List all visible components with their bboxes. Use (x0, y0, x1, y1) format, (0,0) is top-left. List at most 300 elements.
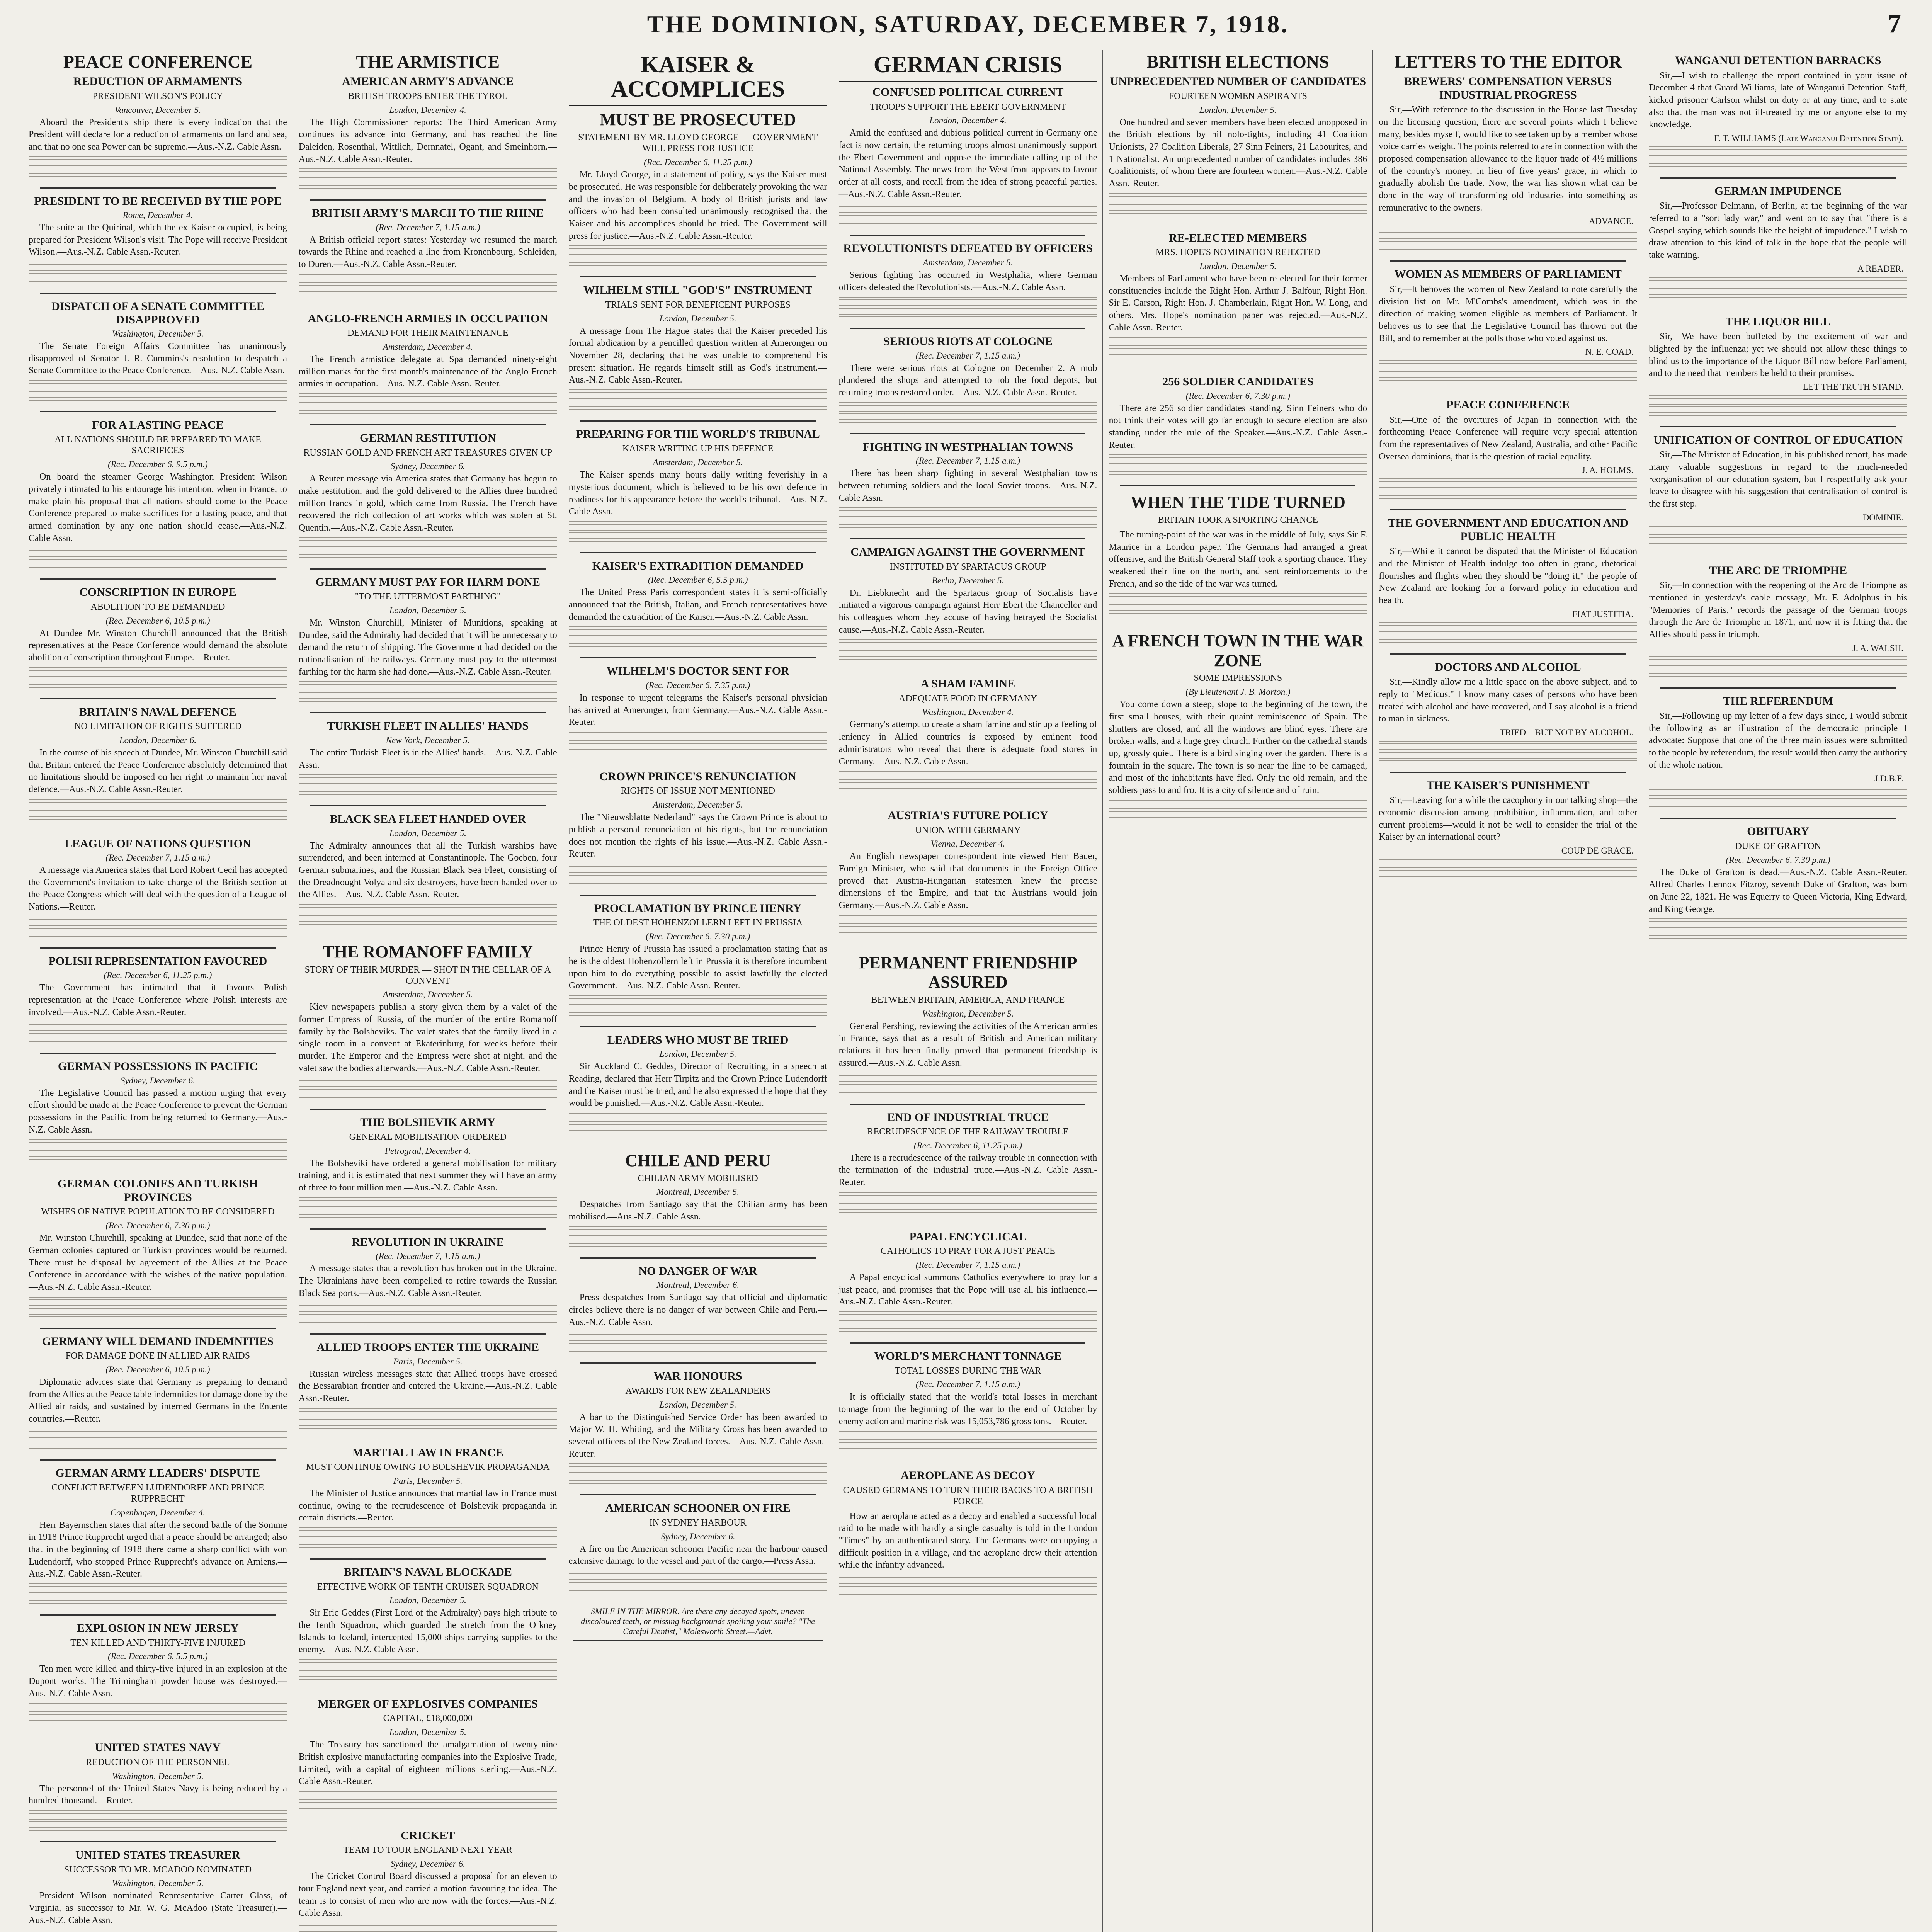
article (1379, 260, 1637, 383)
column-heading: GERMAN CRISIS (839, 53, 1097, 82)
article-divider (1660, 818, 1896, 819)
article-subheadline: IN SYDNEY HARBOUR (649, 1517, 747, 1528)
text-lines (299, 1527, 557, 1533)
article-body: How an aeroplane acted as a decoy and enabled a successful local raid to be made with hardly a single casualty is told in the London "Times" by an authenticated story. The Germans were occupying a difficult position in a village, and the aeroplane drew their attention while the infantry advanced. (838, 1511, 1097, 1570)
article (299, 1109, 557, 1219)
text-lines (569, 1004, 827, 1009)
article-divider (1120, 224, 1355, 225)
article-body: Sir,—With reference to the discussion in the House last Tuesday on the licensing question, there are several points which I believe many, besides myself, would like to see taken up by a member whose voice carries weight. The points referred to are in connection with the proposed compensation allowance to the liquor trade of 4½ millions of the country's money, in lieu of five years' grace, in which to gradually abolish the trade. Now, the war has shown what can be done in the way of transforming old industries into something as remunerative to the owners. (1379, 105, 1638, 213)
article-headline: GERMANY MUST PAY FOR HARM DONE (315, 575, 540, 588)
article (569, 276, 827, 412)
article (29, 830, 287, 939)
article-headline: REDUCTION OF ARMAMENTS (73, 75, 243, 88)
text-lines (839, 516, 1097, 521)
article-divider (1120, 624, 1355, 625)
text-lines (29, 556, 287, 561)
text-lines (299, 1311, 557, 1316)
article-subheadline: RECRUDESCENCE OF THE RAILWAY TROUBLE (867, 1127, 1069, 1137)
article (569, 1026, 827, 1135)
text-lines (29, 1592, 287, 1597)
article-body: Mr. Winston Churchill, speaking at Dundee, said that none of the German colonies captured or Turkish provinces would be returned. There must be disposal by agreement of the Allies at the Peace Conference in accordance with the wishes of the native population.—Aus.-N.Z. Cable Assn.-Reuter. (29, 1233, 287, 1292)
text-lines (1109, 345, 1367, 351)
column-heading: LETTERS TO THE EDITOR (1394, 52, 1622, 71)
article-body: You come down a steep, slope to the beginning of the town, the first small houses, with their quaint reminiscence of Spain. The shutters are closed, and all the windows are blind eyes. There are broken walls, and a huge grey church. Further on the cathedral stands up, grossly quiet. There is a bird singing over the garden. There is a fountain in the square. The town is so near the line to be damaged, and most of the inhabitants have fled. Only the old remain, and the soldiers pass to and fro. It is a city of silence and of ruin. (1109, 699, 1367, 795)
article-divider (850, 1342, 1086, 1344)
article-body: The High Commissioner reports: The Third American Army continues its advance into Germany, and has reached the line Daleiden, Rosenthal, Wittlich, Dernnatel, Ogant, and Smeinhorn.—Aus.-N.Z. Cable Assn.-Reuter. (298, 117, 557, 164)
article (839, 538, 1097, 662)
text-lines (1649, 795, 1907, 801)
text-lines (1109, 800, 1367, 805)
article-body: Mr. Lloyd George, in a statement of policy, says the Kaiser must be prosecuted. He was responsible for deliberately provoking the war and the invasion of Belgium. A body of British jurists and law officers who had been consulted unanimously recognised that the Kaiser and his accomplices should be tried. The Government will press for justice.—Aus.-N.Z. Cable Assn.-Reuter. (568, 170, 827, 241)
article-dateline: Montreal, December 5. (656, 1187, 740, 1197)
article-dateline: Amsterdam, December 5. (653, 800, 743, 810)
article-headline: MARTIAL LAW IN FRANCE (352, 1446, 503, 1459)
text-lines (299, 185, 557, 191)
article-divider (310, 305, 546, 306)
text-lines (299, 698, 557, 704)
text-lines (1109, 610, 1367, 616)
text-lines (1649, 286, 1907, 291)
article-body: Mr. Winston Churchill, Minister of Munitions, speaking at Dundee, said the Admiralty had decided that it will be unnecessary to demand the return of shipping. The Government had decided on the nationalisation of the railways. Germany must pay to the uttermost farthing for the harm she had done.—Aus.-N.Z. Cable Assn.-Reuter. (298, 618, 557, 677)
article-body: There were serious riots at Cologne on December 2. A mob plundered the shops and attempted to rob the food depots, but returning troops restored order.—Aus.-N.Z. Cable Assn.-Reuter. (838, 363, 1097, 398)
article-dateline: Sydney, December 6. (120, 1075, 195, 1085)
text-lines (29, 816, 287, 821)
article (299, 75, 557, 191)
article-dateline: Paris, December 5. (393, 1356, 463, 1366)
letter-signature: J. A. HOLMS. (1582, 465, 1634, 475)
text-lines (569, 389, 827, 395)
article-headline: CONFUSED POLITICAL CURRENT (872, 86, 1064, 99)
article-divider (40, 1328, 276, 1329)
letter-signature: DOMINIE. (1862, 512, 1904, 522)
article-divider (1390, 772, 1626, 773)
article-headline: FOR A LASTING PEACE (92, 418, 224, 432)
article-headline: MUST BE PROSECUTED (600, 110, 796, 129)
text-lines (29, 397, 287, 403)
article-divider (580, 1494, 816, 1495)
text-lines (1379, 622, 1637, 628)
article-body: Germany's attempt to create a sham famine and stir up a feeling of leniency in Allied countries is exposed by eminent food administrators who reveal that there is adequate food stores in Germany.—Aus.-N.Z. Cable Assn. (838, 719, 1097, 767)
article-subheadline: NO LIMITATION OF RIGHTS SUFFERED (74, 721, 242, 732)
text-lines (569, 245, 827, 251)
article-headline: GERMAN RESTITUTION (360, 432, 496, 445)
article-subheadline: FOR DAMAGE DONE IN ALLIED AIR RAIDS (65, 1351, 250, 1361)
article-headline: PEACE CONFERENCE (1446, 398, 1570, 412)
text-lines (569, 626, 827, 632)
article-divider (1120, 368, 1355, 369)
article-subheadline: STORY OF THEIR MURDER — SHOT IN THE CELLAR OF A CONVENT (304, 964, 551, 986)
article-headline: TURKISH FLEET IN ALLIES' HANDS (327, 719, 529, 733)
text-lines (299, 1095, 557, 1100)
article-subheadline: SOME IMPRESSIONS (1194, 673, 1282, 684)
article-subheadline: FOURTEEN WOMEN ASPIRANTS (1168, 91, 1307, 101)
article-dateline: (Rec. December 6, 11.25 p.m.) (914, 1140, 1022, 1150)
article-dateline: London, December 6. (119, 735, 197, 745)
article-headline: CHILE AND PERU (625, 1151, 771, 1170)
text-lines (839, 507, 1097, 513)
article-dateline: (Rec. December 6, 7.35 p.m.) (646, 680, 750, 690)
text-lines (299, 1923, 557, 1928)
article-body: There is a recrudescence of the railway trouble in connection with the termination of the industrial truce.—Aus.-N.Z. Cable Assn.-Reuter. (838, 1153, 1097, 1188)
text-lines (839, 1592, 1097, 1597)
article (29, 411, 287, 570)
article-subheadline: SUCCESSOR TO MR. MCADOO NOMINATED (64, 1864, 252, 1875)
text-lines (839, 915, 1097, 920)
text-lines (569, 254, 827, 259)
text-lines (29, 1930, 287, 1932)
text-lines (839, 221, 1097, 226)
text-lines (29, 389, 287, 394)
article-divider (310, 1109, 546, 1110)
article-divider (580, 895, 816, 896)
article-divider (1390, 653, 1626, 655)
article-headline: THE ROMANOFF FAMILY (323, 942, 533, 962)
text-lines (1109, 593, 1367, 599)
text-lines (1379, 369, 1637, 374)
article-divider (850, 1104, 1086, 1105)
text-lines (29, 1819, 287, 1824)
article-body: Despatches from Santiago say that the Chilian army has been mobilised.—Aus.-N.Z. Cable Assn. (568, 1199, 827, 1222)
article (1379, 772, 1637, 881)
article (29, 1734, 287, 1833)
article-headline: PROCLAMATION BY PRINCE HENRY (594, 901, 802, 915)
text-lines (569, 643, 827, 649)
text-lines (569, 1235, 827, 1240)
article-subheadline: BRITISH TROOPS ENTER THE TYROL (348, 91, 508, 101)
text-lines (29, 1446, 287, 1451)
article-headline: WILHELM STILL "GOD'S" INSTRUMENT (583, 284, 813, 297)
article-headline: MERGER OF EXPLOSIVES COMPANIES (318, 1697, 538, 1710)
article-headline: CROWN PRINCE'S RENUNCIATION (599, 770, 796, 783)
text-lines (29, 380, 287, 386)
article-dateline: (Rec. December 7, 1.15 a.m.) (376, 222, 480, 232)
text-lines (839, 1073, 1097, 1078)
text-lines (839, 648, 1097, 653)
text-lines (299, 1544, 557, 1550)
article-divider (40, 187, 276, 189)
text-lines (299, 291, 557, 296)
article-body: Diplomatic advices state that Germany is preparing to demand from the Allies at the Peace table indemnities for damage done by the Allied air raids, and sustained by interned Germans in the Entente countries.—Reuter. (29, 1377, 287, 1424)
article-divider (40, 293, 276, 294)
text-lines (1379, 478, 1637, 484)
text-lines (299, 1303, 557, 1308)
article (299, 1333, 557, 1430)
article-body: Sir,—The Minister of Education, in his published report, has made many valuable suggestions in regard to the much-needed reorganisation of our education system, but I respectfully ask your leave to disagree with his suggestion that centralisation of control is the first step. (1649, 450, 1908, 509)
article (839, 802, 1097, 937)
text-lines (1379, 631, 1637, 636)
article-body: The turning-point of the war was in the middle of July, says Sir F. Maurice in a London paper. The Germans had arranged a great offensive, and the British General Staff took a sporting chance. They weakened their line on the north, and sent reinforcements to the French, and so the tide of the war was turned. (1109, 529, 1367, 589)
letter-signature: N. E. COAD. (1585, 347, 1634, 357)
text-lines (1109, 354, 1367, 359)
text-lines (1379, 487, 1637, 492)
article-subheadline: RUSSIAN GOLD AND FRENCH ART TREASURES GIVEN UP (303, 447, 553, 458)
article-subheadline: CONFLICT BETWEEN LUDENDORFF AND PRINCE RUPPRECHT (51, 1483, 264, 1504)
text-lines (299, 1799, 557, 1805)
article-dateline: (Rec. December 6, 5.5 p.m.) (648, 575, 748, 585)
letter-signature: TRIED—BUT NOT BY ALCOHOL. (1500, 727, 1634, 737)
article-body: There has been sharp fighting in several Westphalian towns between returning soldiers and the local Soviet troops.—Aus.-N.Z. Cable Assn. (838, 468, 1097, 503)
article (29, 947, 287, 1044)
text-lines (29, 934, 287, 939)
article-divider (40, 1841, 276, 1842)
text-lines (1649, 146, 1907, 152)
text-lines (1649, 395, 1907, 401)
article-subheadline: EFFECTIVE WORK OF TENTH CRUISER SQUADRON (317, 1582, 539, 1592)
text-lines (839, 305, 1097, 311)
article-subheadline: UNION WITH GERMANY (915, 825, 1021, 835)
text-lines (569, 740, 827, 746)
text-lines (299, 546, 557, 551)
article (299, 1439, 557, 1550)
text-lines (1109, 454, 1367, 460)
article-dateline: (Rec. December 6, 5.5 p.m.) (108, 1651, 208, 1662)
article-headline: WORLD'S MERCHANT TONNAGE (874, 1350, 1062, 1363)
article-divider (580, 552, 816, 553)
article-subheadline: TEAM TO TOUR ENGLAND NEXT YEAR (343, 1845, 513, 1855)
text-lines (1379, 741, 1637, 746)
text-lines (1379, 495, 1637, 501)
article-divider (40, 411, 276, 412)
article-dateline: London, December 4. (929, 116, 1007, 126)
article (29, 578, 287, 689)
article (569, 1144, 827, 1249)
text-lines (839, 1081, 1097, 1087)
text-lines (299, 177, 557, 182)
text-lines (1109, 602, 1367, 607)
text-lines (29, 1429, 287, 1434)
letter-signature: F. T. WILLIAMS (Late Wanganui Detention Staff). (1714, 133, 1904, 143)
article-body: Serious fighting has occurred in Westphalia, where German officers defeated the Revolutionists.—Aus.-N.Z. Cable Assn. (838, 270, 1097, 293)
article (299, 424, 557, 560)
article-body: A Papal encyclical summons Catholics everywhere to pray for a just peace, and promises that the Pope will use all his influence.—Aus.-N.Z. Cable Assn.-Reuter. (838, 1272, 1097, 1307)
text-lines (569, 1340, 827, 1345)
text-lines (299, 1206, 557, 1211)
article-divider (40, 698, 276, 699)
column-7 (1643, 50, 1913, 1932)
article (569, 1494, 827, 1593)
article-dateline: Sydney, December 6. (660, 1531, 735, 1541)
article (1649, 687, 1907, 810)
article-divider (310, 1558, 546, 1560)
text-lines (569, 1012, 827, 1018)
article-dateline: (Rec. December 7, 1.15 a.m.) (105, 853, 210, 863)
text-lines (29, 1156, 287, 1162)
article (1109, 75, 1367, 215)
article-headline: A FRENCH TOWN IN THE WAR ZONE (1112, 631, 1364, 670)
article-headline: SERIOUS RIOTS AT COLOGNE (883, 335, 1053, 348)
text-lines (1379, 377, 1637, 383)
column-2 (293, 50, 563, 1932)
article-body: The personnel of the United States Navy is being reduced by a hundred thousand.—Reuter. (29, 1783, 287, 1806)
article (1649, 308, 1907, 418)
text-lines (29, 565, 287, 570)
article (569, 420, 827, 544)
text-lines (1649, 935, 1907, 941)
text-lines (299, 921, 557, 927)
text-lines (839, 1320, 1097, 1325)
article-divider (580, 420, 816, 422)
article-body: Russian wireless messages state that Allied troops have crossed the Bessarabian frontier and entered the Ukraine.—Aus.-N.Z. Cable Assn.-Reuter. (298, 1369, 557, 1404)
article (1649, 557, 1907, 679)
text-lines (839, 411, 1097, 416)
article-body: Dr. Liebknecht and the Spartacus group of Socialists have initiated a vigorous campaign against Herr Ebert the Chancellor and his colleagues whom they accuse of having betrayed the Socialist cause.—Aus.-N.Z. Cable Assn.-Reuter. (838, 588, 1097, 635)
article-headline: THE LIQUOR BILL (1725, 315, 1831, 328)
article-dateline: Copenhagen, December 4. (110, 1507, 206, 1517)
article (839, 1342, 1097, 1453)
article (1379, 509, 1637, 645)
text-lines (1379, 639, 1637, 645)
article-divider (850, 538, 1086, 539)
text-lines (839, 1201, 1097, 1206)
article-headline: NO DANGER OF WAR (638, 1264, 757, 1277)
article (569, 895, 827, 1018)
article (839, 328, 1097, 425)
article-dateline: (Rec. December 6, 9.5 p.m.) (108, 459, 208, 469)
letter-signature: ADVANCE. (1588, 216, 1634, 226)
text-lines (299, 537, 557, 543)
article (1649, 818, 1907, 941)
text-lines (29, 676, 287, 681)
text-lines (299, 774, 557, 780)
article-dateline: London, December 4. (389, 105, 466, 115)
column-4 (833, 50, 1104, 1932)
text-lines (29, 270, 287, 276)
text-lines (569, 995, 827, 1001)
article-body: Amid the confused and dubious political current in Germany one fact is now certain, the returning troops almost unanimously support the Ebert Government and oppose the immediate calling up of the National Assembly. The news from the West front appears to favour order at all costs, and recall from the idea of strong peaceful parties.—Aus.-N.Z. Cable Assn.-Reuter. (838, 128, 1097, 199)
text-lines (839, 923, 1097, 929)
letter-signature: LET THE TRUTH STAND. (1803, 382, 1904, 392)
article-headline: AEROPLANE AS DECOY (900, 1469, 1036, 1482)
article-headline: BRITISH ARMY'S MARCH TO THE RHINE (312, 207, 544, 220)
article-body: The French armistice delegate at Spa demanded ninety-eight million marks for the first month's maintenance of the Anglo-French armies in occupation.—Aus.-N.Z. Cable Assn.-Reuter. (298, 354, 557, 389)
text-lines (839, 779, 1097, 785)
article-divider (40, 947, 276, 949)
text-lines (569, 881, 827, 886)
text-lines (1379, 758, 1637, 763)
article (1379, 653, 1637, 763)
text-lines (1379, 876, 1637, 881)
text-lines (1649, 277, 1907, 282)
article-divider (580, 1362, 816, 1364)
article-body: A message from The Hague states that the Kaiser preceded his formal abdication by a pencilled question written at Amerongen on November 28, declaring that he was unable to comprehend his present situation. He regards himself still as God's instrument.—Aus.-N.Z. Cable Assn.-Reuter. (568, 326, 827, 385)
article-body: The United Press Paris correspondent states it is semi-officially announced that the British, Italian, and French representatives have demanded the extradition of the Kaiser.—Aus.-N.Z. Cable Assn. (568, 587, 827, 622)
article-headline: THE ARC DE TRIOMPHE (1709, 564, 1847, 577)
article (839, 1223, 1097, 1334)
article-headline: PAPAL ENCYCLICAL (909, 1230, 1027, 1243)
article-dateline: Washington, December 5. (922, 1009, 1014, 1019)
article-divider (40, 578, 276, 580)
article-headline: AMERICAN SCHOONER ON FIRE (605, 1502, 791, 1515)
article-dateline: (Rec. December 6, 7.30 p.m.) (1185, 391, 1290, 401)
article-subheadline: TRIALS SENT FOR BENEFICENT PURPOSES (605, 299, 791, 310)
text-lines (299, 1425, 557, 1430)
article (29, 1328, 287, 1451)
text-lines (29, 1583, 287, 1589)
article-headline: END OF INDUSTRIAL TRUCE (887, 1111, 1049, 1124)
article-divider (850, 235, 1086, 236)
article-subheadline: CAUSED GERMANS TO TURN THEIR BACKS TO A BRITISH FORCE (843, 1485, 1093, 1507)
article-body: Ten men were killed and thirty-five injured in an explosion at the Dupont works. The Trimingham powder house was destroyed.—Aus.-N.Z. Cable Assn. (29, 1664, 287, 1699)
article-dateline: (Rec. December 6, 11.25 p.m.) (644, 157, 752, 167)
text-lines (299, 1536, 557, 1541)
text-lines (569, 732, 827, 737)
article-divider (310, 1690, 546, 1691)
article-dateline: Montreal, December 6. (656, 1280, 740, 1290)
article-subheadline: DEMAND FOR THEIR MAINTENANCE (347, 328, 509, 338)
article (839, 235, 1097, 319)
article-dateline: London, December 5. (389, 1727, 466, 1737)
article-headline: ALLIED TROOPS ENTER THE UKRAINE (316, 1341, 539, 1354)
article-divider (40, 1053, 276, 1054)
text-lines (1649, 294, 1907, 299)
article-headline: WILHELM'S DOCTOR SENT FOR (606, 665, 789, 678)
text-lines (29, 1437, 287, 1442)
article-divider (1390, 260, 1626, 262)
article (1109, 485, 1367, 616)
article-subheadline: REDUCTION OF THE PERSONNEL (86, 1757, 230, 1767)
article-body: The Bolsheviki have ordered a general mobilisation for military training, and it is estimated that next summer they will have an army of three to four million men.—Aus.-N.Z. Cable Assn. (298, 1158, 557, 1193)
article-body: Press despatches from Santiago say that official and diplomatic circles believe there is no danger of war between Chile and Peru.—Aus.-N.Z. Cable Assn. (568, 1293, 827, 1327)
text-lines (1649, 526, 1907, 531)
text-lines (29, 1139, 287, 1145)
article-body: Sir,—Following up my letter of a few days since, I would submit the following as an illustration of the democratic principle I advocate: Suppose that one of the three main issues were submitted to the people by referendum, the result would then carry the authority of the whole nation. (1649, 711, 1908, 770)
article-dateline: (Rec. December 6, 10.5 p.m.) (105, 1364, 210, 1374)
newspaper-title: THE DOMINION, SATURDAY, DECEMBER 7, 1918. (647, 10, 1289, 38)
article-headline: CRICKET (401, 1829, 455, 1842)
text-lines (29, 1720, 287, 1725)
text-lines (1379, 749, 1637, 755)
article-divider (1390, 509, 1626, 510)
article-dateline: Berlin, December 5. (932, 575, 1004, 585)
column-heading: BRITISH ELECTIONS (1147, 52, 1329, 71)
text-lines (299, 274, 557, 279)
text-lines (839, 1439, 1097, 1445)
article (29, 1841, 287, 1932)
article-body: The Senate Foreign Affairs Committee has unanimously disapproved of Senator J. R. Cummins's resolution to despatch a Senate Committee to the Peace Conference.—Aus.-N.Z. Cable Assn. (29, 341, 287, 376)
text-lines (299, 1320, 557, 1325)
article-body: The Minister of Justice announces that martial law in France must continue, owing to the recrudescence of Bolshevik propaganda in certain districts.—Reuter. (298, 1488, 557, 1523)
article-divider (580, 763, 816, 764)
text-lines (1649, 918, 1907, 924)
text-lines (569, 262, 827, 268)
article (29, 1053, 287, 1162)
text-lines (1379, 360, 1637, 366)
article-subheadline: GENERAL MOBILISATION ORDERED (349, 1132, 507, 1142)
article (29, 293, 287, 403)
article (29, 187, 287, 284)
article (839, 1462, 1097, 1597)
text-lines (1379, 867, 1637, 873)
article-headline: OBITUARY (1747, 825, 1809, 838)
text-lines (29, 1039, 287, 1044)
article (1109, 368, 1367, 477)
text-lines (839, 297, 1097, 302)
article-divider (850, 1462, 1086, 1463)
article-divider (1660, 426, 1896, 427)
column-6 (1373, 50, 1643, 1932)
text-lines (299, 410, 557, 416)
text-lines (299, 168, 557, 174)
article-body: President Wilson nominated Representative Carter Glass, of Virginia, as successor to Mr. W. G. McAdoo (State Treasurer).—Aus.-N.Z. Cable Assn. (29, 1891, 287, 1925)
article-divider (850, 1223, 1086, 1224)
article-headline: UNIFICATION OF CONTROL OF EDUCATION (1653, 433, 1903, 446)
text-lines (29, 1703, 287, 1708)
article-divider (40, 1734, 276, 1735)
article-dateline: Washington, December 5. (112, 329, 204, 339)
article-subheadline: THE OLDEST HOHENZOLLERN LEFT IN PRUSSIA (593, 918, 803, 928)
article (569, 763, 827, 886)
text-lines (569, 872, 827, 878)
